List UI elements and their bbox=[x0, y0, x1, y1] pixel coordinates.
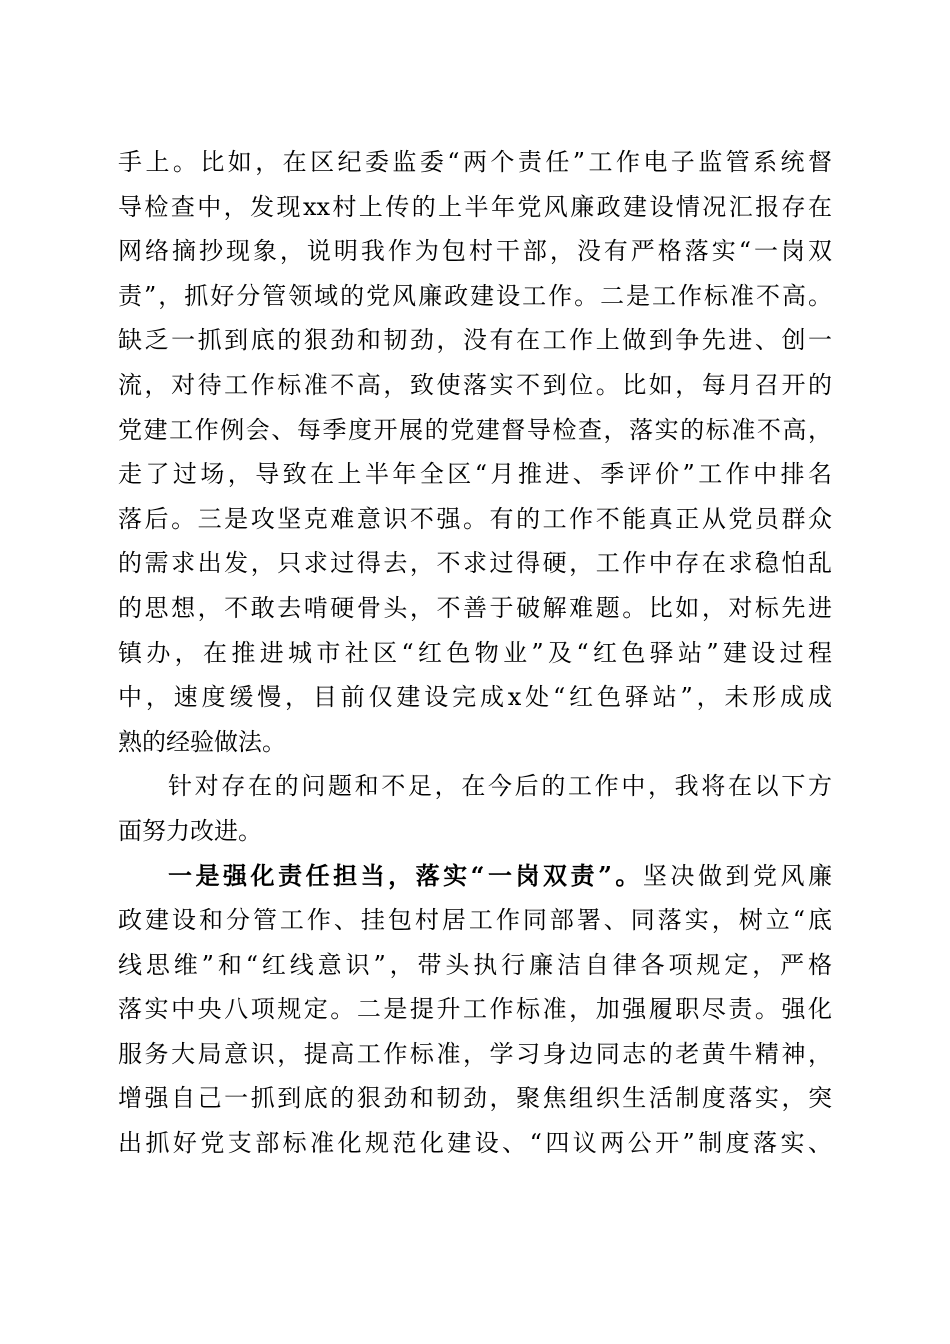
text-line: 走了过场，导致在上半年全区“月推进、季评价”工作中排名 bbox=[118, 460, 832, 489]
text-line: 落实中央八项规定。二是提升工作标准，加强履职尽责。强化 bbox=[118, 995, 832, 1024]
text-line: 缺乏一抓到底的狠劲和韧劲，没有在工作上做到争先进、创一 bbox=[118, 326, 832, 355]
text-line: 党建工作例会、每季度开展的党建督导检查，落实的标准不高， bbox=[118, 415, 832, 444]
text-line: 落后。三是攻坚克难意识不强。有的工作不能真正从党员群众 bbox=[118, 504, 832, 533]
text-line: 镇办，在推进城市社区“红色物业”及“红色驿站”建设过程 bbox=[118, 638, 832, 667]
text-line: 网络摘抄现象，说明我作为包村干部，没有严格落实“一岗双 bbox=[118, 237, 832, 266]
paragraph-measures bbox=[118, 854, 832, 1166]
text-line: 手上。比如，在区纪委监委“两个责任”工作电子监管系统督 bbox=[118, 148, 832, 176]
section-heading: 一是强化责任担当，落实“一岗双责”。 bbox=[168, 860, 643, 890]
text-line: 服务大局意识，提高工作标准，学习身边同志的老黄牛精神， bbox=[118, 1039, 832, 1068]
text-line: 面努力改进。 bbox=[118, 816, 262, 845]
text-line: 增强自己一抓到底的狠劲和韧劲，聚焦组织生活制度落实，突 bbox=[118, 1084, 832, 1113]
text-line: 针对存在的问题和不足，在今后的工作中，我将在以下方 bbox=[168, 772, 832, 801]
text-line: 政建设和分管工作、挂包村居工作同部署、同落实，树立“底 bbox=[118, 906, 832, 935]
text-line: 线思维”和“红线意识”，带头执行廉洁自律各项规定，严格 bbox=[118, 950, 832, 979]
text-line: 出抓好党支部标准化规范化建设、“四议两公开”制度落实、 bbox=[118, 1129, 832, 1158]
text-line: 中，速度缓慢，目前仅建设完成x处“红色驿站”，未形成成 bbox=[118, 683, 832, 712]
text-line bbox=[118, 854, 832, 899]
text-line: 熟的经验做法。 bbox=[118, 727, 286, 756]
text-line: 流，对待工作标准不高，致使落实不到位。比如，每月召开的 bbox=[118, 370, 832, 399]
paragraph-intro-improvement bbox=[118, 764, 832, 853]
document-body bbox=[118, 140, 832, 1166]
text-line: 的思想，不敢去啃硬骨头，不善于破解难题。比如，对标先进 bbox=[118, 593, 832, 622]
text-line: 的需求出发，只求过得去，不求过得硬，工作中存在求稳怕乱 bbox=[118, 549, 832, 578]
text-line: 责”，抓好分管领域的党风廉政建设工作。二是工作标准不高。 bbox=[118, 281, 832, 310]
paragraph-problems bbox=[118, 140, 832, 764]
text-line: 导检查中，发现xx村上传的上半年党风廉政建设情况汇报存在 bbox=[118, 192, 832, 221]
text-run: 坚决做到党风廉 bbox=[642, 861, 833, 890]
